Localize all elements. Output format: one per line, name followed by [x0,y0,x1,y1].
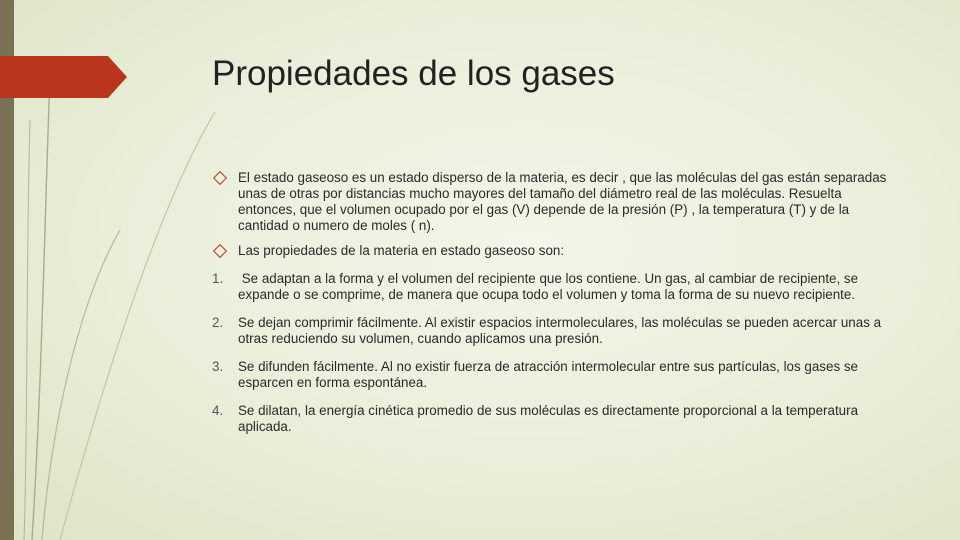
numbered-text: Se dejan comprimir fácilmente. Al existir espacios intermoleculares, las moléculas se pueden acercar unas a otras reduciendo su volumen, cuando aplicamos una presión. [238,315,882,346]
numbered-item [212,271,892,303]
bullet-text: Las propiedades de la materia en estado gaseoso son: [238,243,565,258]
title-accent-arrow [0,56,127,98]
item-number: 4. [212,403,224,418]
slide-title: Propiedades de los gases [212,54,615,93]
numbered-text: Se adaptan a la forma y el volumen del recipiente que los contiene. Un gas, al cambiar de recipiente, se expande o se comprime, de manera que ocupa todo el volumen y toma la forma de su nuevo recipiente. [238,271,862,302]
numbered-item [212,403,892,435]
numbered-item [212,359,892,391]
numbered-text: Se difunden fácilmente. Al no existir fuerza de atracción intermolecular entre sus partículas, los gases se esparcen en forma espontánea. [238,359,859,390]
item-number: 2. [212,315,224,330]
bullet-item [212,170,892,234]
diamond-icon [214,243,234,260]
numbered-text: Se dilatan, la energía cinética promedio de sus moléculas es directamente proporcional a la temperatura aplicada. [238,403,859,434]
bullet-text: El estado gaseoso es un estado disperso de la materia, es decir , que las moléculas del gas están separadas unas de otras por distancias mucho mayores del tamaño del diámetro real de las moléculas. Resuelta entonces, que el volumen ocupado por el gas (V) depende de la presión (P) , la temperatura (T) y de la cantidad o numero de moles ( n). [238,170,887,233]
item-number: 1. [212,271,224,286]
diamond-icon [214,170,234,187]
slide-content [212,170,892,444]
item-number: 3. [212,359,224,374]
numbered-item [212,315,892,347]
bullet-item [212,243,892,259]
